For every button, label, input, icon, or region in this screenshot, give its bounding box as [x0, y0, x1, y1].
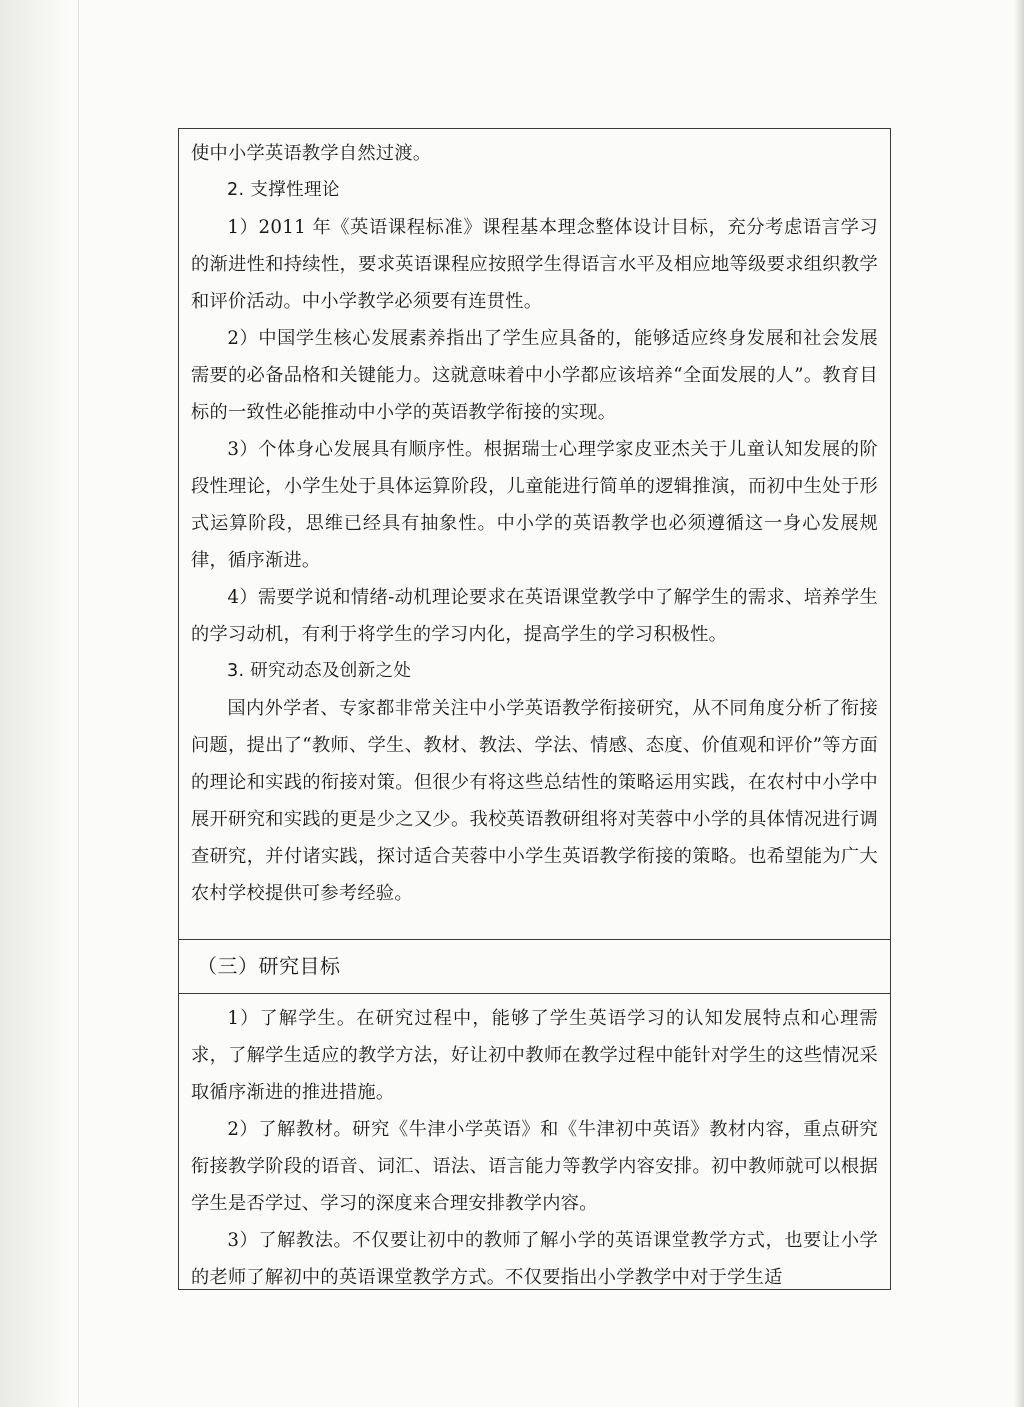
- support-theory-item-1: 1）2011 年《英语课程标准》课程基本理念整体设计目标，充分考虑语言学习的渐进性和持续性，要求英语课程应按照学生得语言水平及相应地等级要求组织教学和评价活动。中小学教学必须要有连贯性。: [191, 217, 878, 312]
- research-goals-heading-box: [178, 939, 891, 994]
- research-goal-3: 3）了解教法。不仅要让初中的教师了解小学的英语课堂教学方式，也要让小学的老师了解初中的英语课堂教学方式。不仅要指出小学教学中对于学生适: [191, 1230, 878, 1288]
- research-goals-box: [178, 993, 891, 1290]
- continuation-paragraph: 使中小学英语教学自然过渡。: [191, 143, 432, 164]
- support-theory-item-4: 4）需要学说和情绪-动机理论要求在英语课堂教学中了解学生的需求、培养学生的学习动机，有利于将学生的学习内化，提高学生的学习积极性。: [191, 587, 878, 645]
- scan-fold-line: [78, 0, 79, 1407]
- theory-section-box: [178, 128, 891, 940]
- scan-page-edge-left: [0, 0, 70, 1407]
- research-trends-heading: 3. 研究动态及创新之处: [227, 661, 412, 681]
- section-title: （三）研究目标: [197, 954, 341, 978]
- support-theory-item-3: 3）个体身心发展具有顺序性。根据瑞士心理学家皮亚杰关于儿童认知发展的阶段性理论，小学生处于具体运算阶段，儿童能进行简单的逻辑推演，而初中生处于形式运算阶段，思维已经具有抽象性。中小学的英语教学也必须遵循这一身心发展规律，循序渐进。: [191, 439, 878, 571]
- research-goal-2: 2）了解教材。研究《牛津小学英语》和《牛津初中英语》教材内容，重点研究衔接教学阶段的语音、词汇、语法、语言能力等教学内容安排。初中教师就可以根据学生是否学过、学习的深度来合理安排教学内容。: [191, 1119, 878, 1214]
- scan-page-edge-right: [1014, 0, 1024, 1407]
- theory-section-content: [191, 135, 878, 912]
- research-trends-paragraph: 国内外学者、专家都非常关注中小学英语教学衔接研究，从不同角度分析了衔接问题，提出了“教师、学生、教材、教法、学法、情感、态度、价值观和评价”等方面的理论和实践的衔接对策。但很少有将这些总结性的策略运用实践，在农村中小学中展开研究和实践的更是少之又少。我校英语教研组将对芙蓉中小学的具体情况进行调查研究，并付诸实践，探讨适合芙蓉中小学生英语教学衔接的策略。也希望能为广大农村学校提供可参考经验。: [191, 698, 878, 904]
- support-theory-heading: 2. 支撑性理论: [227, 180, 340, 200]
- research-goals-content: [191, 1000, 878, 1296]
- research-goal-1: 1）了解学生。在研究过程中，能够了学生英语学习的认知发展特点和心理需求，了解学生适应的教学方法，好让初中教师在教学过程中能针对学生的这些情况采取循序渐进的推进措施。: [191, 1008, 878, 1103]
- support-theory-item-2: 2）中国学生核心发展素养指出了学生应具备的，能够适应终身发展和社会发展需要的必备品格和关键能力。这就意味着中小学都应该培养“全面发展的人”。教育目标的一致性必能推动中小学的英语教学衔接的实现。: [191, 328, 878, 423]
